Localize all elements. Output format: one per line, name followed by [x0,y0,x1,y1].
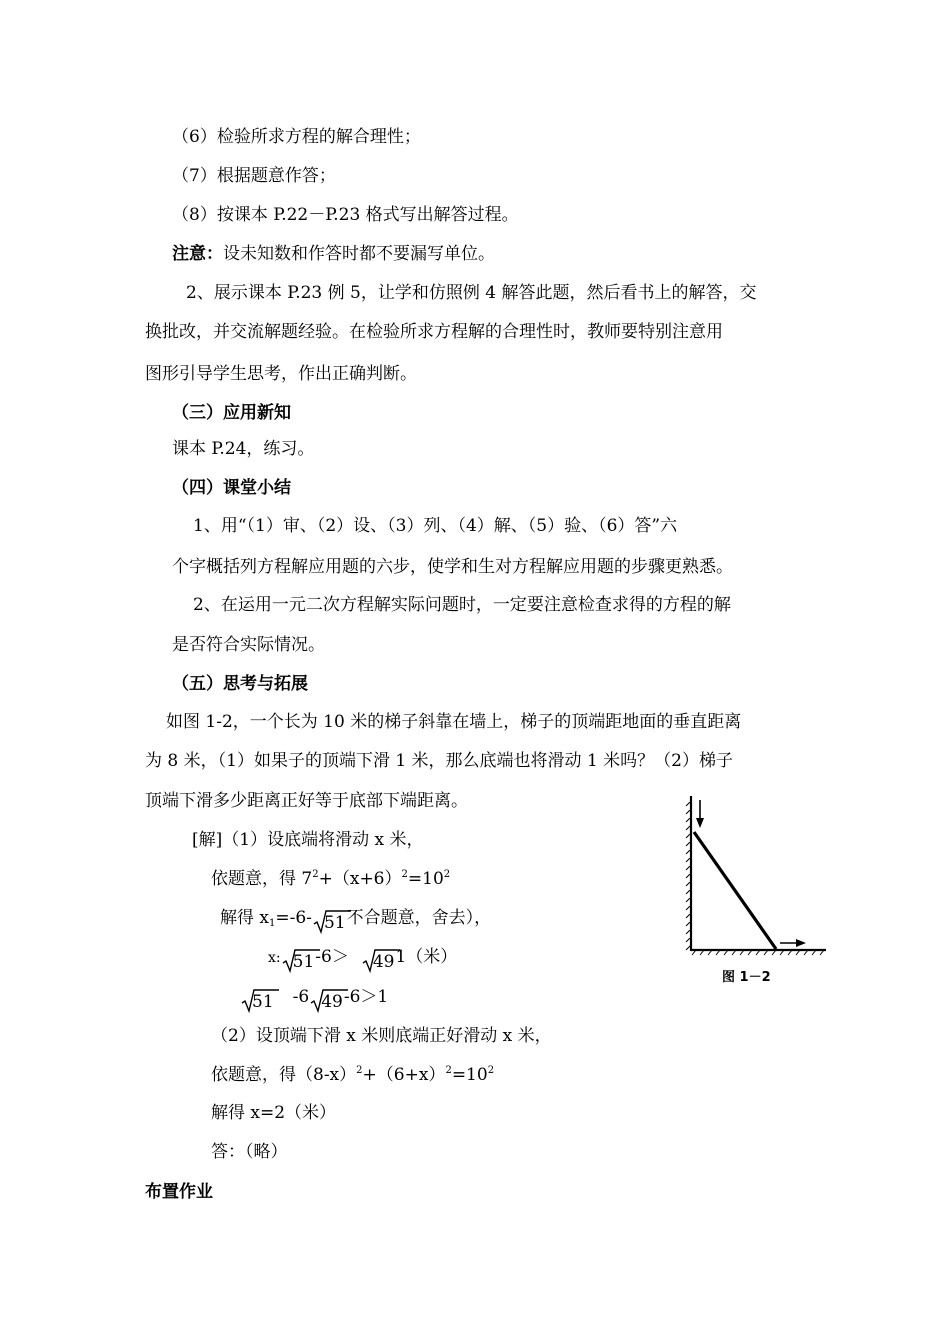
para2-line2: 换批改，并交流解题经验。在检验所求方程解的合理性时，教师要特别注意用 [145,322,723,342]
sqrt-49: 49 [362,948,395,974]
solution-equation2: 依题意，得$(8-x)^2+(6+x)^2=10^2$ [211,1065,495,1085]
solution-line1: [解]（1）设底端将滑动 x 米， [192,830,424,850]
para2-line1: 2、展示课本 P.23 例 5，让学和仿照例 4 解答此题，然后看书上的解答，交 [186,283,757,303]
solution-final-answer: 答：（略） [211,1142,288,1162]
summary-2-line1: 2、在运用一元二次方程解实际问题时，一定要注意检查求得的方程的解 [193,595,731,615]
question-line3: 顶端下滑多少距离正好等于底部下端距离。 [145,791,468,811]
summary-1-line1: 1、用“（1）审、（2）设、（3）列、（4）解、（5）验、（6）答”六 [193,516,678,536]
solution-compare-line2: 51 -6 49-6＞1 [240,985,388,1014]
ladder-figure [684,792,829,962]
section3-heading: （三）应用新知 [172,403,291,423]
solution-compare-line: x: 51-6＞ 491（米） [268,947,458,972]
summary-1-line2: 个字概括列方程解应用题的六步，使学和生对方程解应用题的步骤更熟悉。 [172,557,733,577]
question-line2: 为 8 米，（1）如果子的顶端下滑 1 米，那么底端也将滑动 1 米吗？（2）梯子 [145,751,734,771]
homework-heading: 布置作业 [145,1182,213,1202]
sqrt-49: 49 [310,988,343,1014]
solution-equation1: 依题意，得 $7^2+(x+6)^2=10^2$ [211,869,451,889]
step-7: （7）根据题意作答； [172,166,336,186]
step-8: （8）按课本 P.22－P.23 格式写出解答过程。 [172,205,519,225]
sqrt-51: 51 [313,909,346,935]
question-line1: 如图 1-2，一个长为 10 米的梯子斜靠在墙上，梯子的顶端距地面的垂直距离 [166,712,742,732]
section4-heading: （四）课堂小结 [172,478,291,498]
figure-caption: 图 1－2 [722,970,771,985]
solution-root-line: 解得 $x_1=-6-$ 51不合题意，舍去）， [220,908,492,933]
section5-heading: （五）思考与拓展 [172,674,308,694]
para2-line3: 图形引导学生思考，作出正确判断。 [145,364,417,384]
solution-answer-x: 解得 x=2（米） [211,1103,337,1123]
section3-text: 课本 P.24，练习。 [172,439,315,459]
step-6: （6）检验所求方程的解合理性； [172,127,421,147]
solution-part2-line: （2）设顶端下滑 x 米则底端正好滑动 x 米， [211,1026,552,1046]
note-text: 设未知数和作答时都不要漏写单位。 [223,244,495,264]
sqrt-51: 51 [282,948,315,974]
note-label: 注意： [172,244,223,264]
note-line [172,242,495,266]
summary-2-line2: 是否符合实际情况。 [172,635,325,655]
sqrt-51: 51 [241,988,274,1014]
